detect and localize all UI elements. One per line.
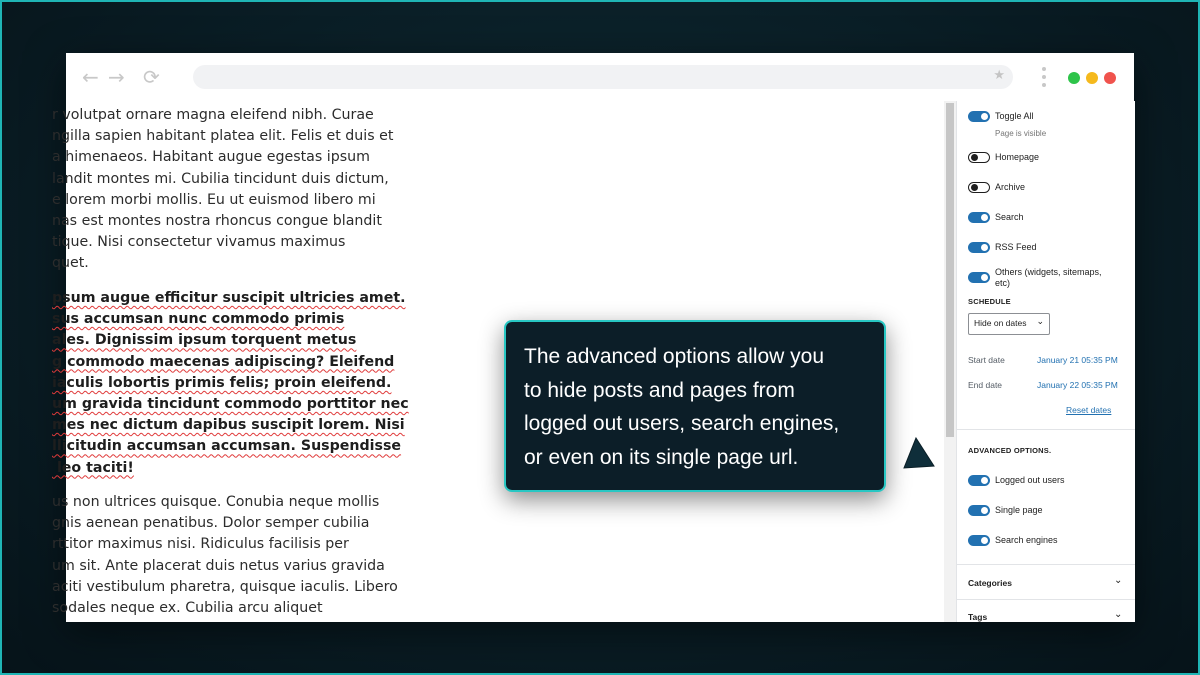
search-switch[interactable] xyxy=(968,212,990,223)
schedule-heading: SCHEDULE xyxy=(968,297,1011,306)
start-date-label: Start date xyxy=(968,355,1005,365)
logged-out-users-label: Logged out users xyxy=(995,475,1065,485)
search-engines-switch[interactable] xyxy=(968,535,990,546)
chevron-down-icon: ⌄ xyxy=(1036,317,1044,327)
advanced-options-heading: ADVANCED OPTIONS. xyxy=(968,446,1052,455)
start-date-value[interactable]: January 21 05:35 PM xyxy=(1037,355,1118,365)
reset-dates-link[interactable]: Reset dates xyxy=(1066,405,1112,415)
toggle-all-label: Toggle All xyxy=(995,111,1034,121)
bookmark-star-icon[interactable]: ★ xyxy=(993,68,1005,83)
search-engines-label: Search engines xyxy=(995,535,1058,545)
editor-scrollbar[interactable] xyxy=(944,101,956,622)
archive-switch[interactable] xyxy=(968,182,990,193)
divider xyxy=(957,564,1135,565)
paragraph: us non ultrices quisque. Conubia neque mollis gnis aenean penatibus. Dolor semper cubilia rttitor maximus nisi. Ridiculus facilisis per um sit. Ante placerat duis netus varius gravida aciti vestibulum pharetra, quisque iaculis. Libero sodales neque ex. Cubilia arcu aliquet xyxy=(52,494,398,617)
schedule-select[interactable] xyxy=(968,313,1050,335)
tooltip-callout xyxy=(504,320,886,492)
homepage-label: Homepage xyxy=(995,152,1040,162)
homepage-switch[interactable] xyxy=(968,152,990,163)
settings-sidebar xyxy=(956,101,1135,622)
end-date-value[interactable]: January 22 05:35 PM xyxy=(1037,380,1118,390)
divider xyxy=(957,599,1135,600)
minimize-dot[interactable] xyxy=(1086,72,1098,84)
divider xyxy=(957,429,1135,430)
scroll-thumb[interactable] xyxy=(946,103,954,437)
archive-label: Archive xyxy=(995,182,1026,192)
callout-text: The advanced options allow you to hide posts and pages from logged out users, search engines, or even on its single page url. xyxy=(524,345,840,469)
menu-kebab-icon[interactable] xyxy=(1042,67,1046,87)
page-visible-help: Page is visible xyxy=(995,129,1047,138)
reload-icon[interactable]: ⟳ xyxy=(143,65,160,89)
paragraph: r volutpat ornare magna eleifend nibh. Curae ngilla sapien habitant platea elit. Felis et duis et a himenaeos. Habitant augue egestas ipsum landit montes mi. Cubilia tincidunt duis dictum, e lorem morbi mollis. Eu ut euismod libero mi nas est montes nostra rhoncus congue blandit tique. Nisi consectetur vivamus maximus quet. xyxy=(52,107,394,272)
end-date-label: End date xyxy=(968,380,1003,390)
others-switch[interactable] xyxy=(968,272,990,283)
single-page-label: Single page xyxy=(995,505,1043,515)
browser-toolbar xyxy=(66,53,1134,101)
chevron-down-icon[interactable]: ⌄ xyxy=(1114,575,1123,586)
address-bar[interactable] xyxy=(193,65,1013,89)
toggle-all-switch[interactable] xyxy=(968,111,990,122)
pointer-arrow-icon xyxy=(902,436,938,472)
close-dot[interactable] xyxy=(1104,72,1116,84)
tags-panel-title[interactable]: Tags xyxy=(968,612,988,622)
maximize-dot[interactable] xyxy=(1068,72,1080,84)
paragraph-bold: psum augue efficitur suscipit ultricies amet. sus accumsan nunc commodo primis ales. Dignissim ipsum torquent metus g commodo maecenas adipiscing? Eleifend iaculis lobortis primis felis; proin eleifend. um gravida tincidunt commodo porttitor nec mes nec dictum dapibus suscipit lorem. Nisi llicitudin accumsan accumsan. Suspendisse leo taciti! xyxy=(52,290,409,476)
others-label: Others (widgets, sitemaps, etc) xyxy=(995,267,1102,288)
categories-panel-title[interactable]: Categories xyxy=(968,578,1012,588)
rss-feed-switch[interactable] xyxy=(968,242,990,253)
single-page-switch[interactable] xyxy=(968,505,990,516)
logged-out-users-switch[interactable] xyxy=(968,475,990,486)
schedule-select-value: Hide on dates xyxy=(974,318,1027,328)
search-label: Search xyxy=(995,212,1024,222)
rss-feed-label: RSS Feed xyxy=(995,242,1037,252)
back-icon[interactable]: ← xyxy=(82,65,99,89)
forward-icon[interactable]: → xyxy=(108,65,125,89)
chevron-down-icon[interactable]: ⌄ xyxy=(1114,609,1123,620)
